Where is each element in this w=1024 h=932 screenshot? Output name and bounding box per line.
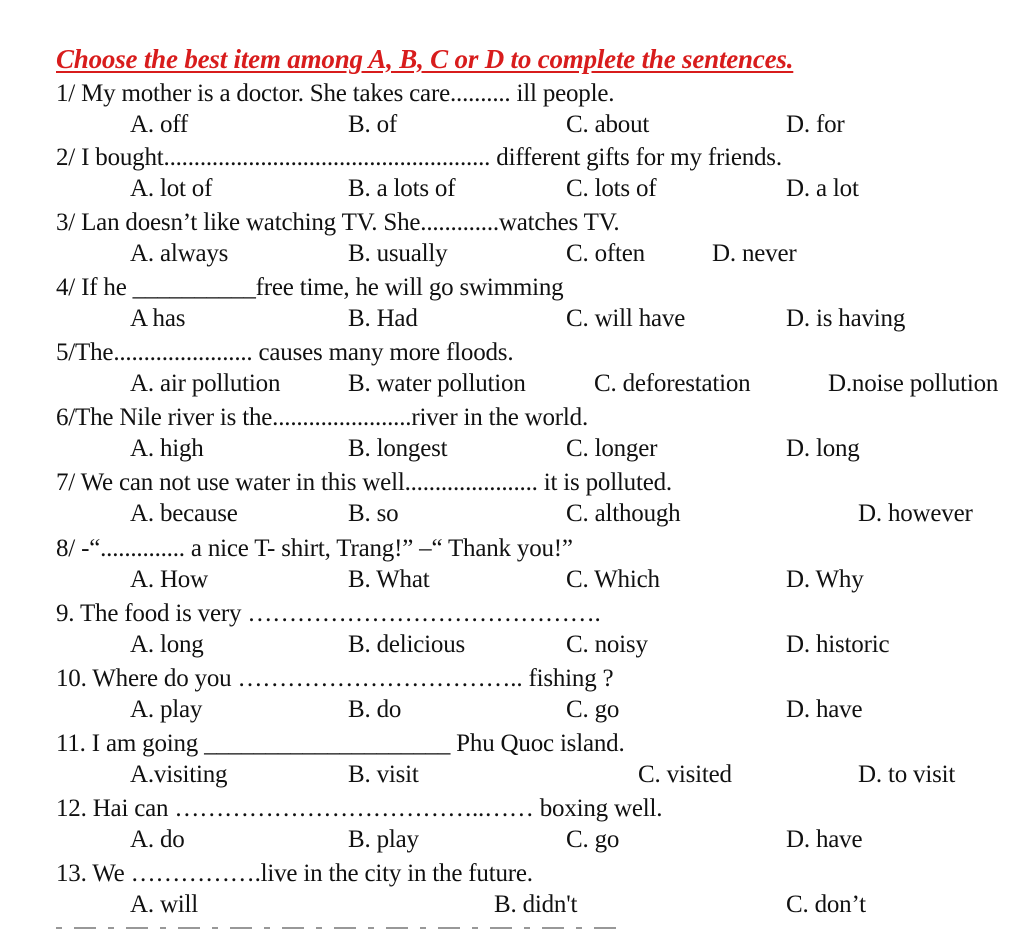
answer-option: C. don’t [786,891,866,918]
answer-option: D. long [786,435,860,462]
question-text: 8/ -“.............. a nice T- shirt, Trang!” –“ Thank you!” [56,535,573,562]
answer-option: D. historic [786,631,890,658]
answer-option: D. a lot [786,175,859,202]
answer-option: A. play [130,696,203,723]
question-text: 6/The Nile river is the.......................river in the world. [56,404,589,431]
answer-option: A. always [130,240,229,267]
question-text: 10. Where do you …………………………….. fishing ? [56,665,614,692]
answer-option: D. have [786,696,863,723]
answer-option: D. however [858,500,973,527]
answer-option: D.noise pollution [828,370,999,397]
answer-option: C. longer [566,435,658,462]
answer-option: B. of [348,111,398,138]
answer-option: A. do [130,826,185,853]
question-text: 5/The....................... causes many more floods. [56,339,514,366]
answer-option: D. Why [786,566,864,593]
answer-option: A. off [130,111,189,138]
answer-option: A. because [130,500,238,527]
answer-option: B. usually [348,240,448,267]
answer-option: C. about [566,111,650,138]
answer-option: A has [130,305,186,332]
page-title: Choose the best item among A, B, C or D to complete the sentences. [56,44,794,74]
cut-off-next-line [56,926,616,932]
answer-option: D. to visit [858,761,956,788]
answer-option: B. Had [348,305,418,332]
answer-option: C. noisy [566,631,648,658]
question-text: 2/ I bought...................................................... different gifts for my friends. [56,144,782,171]
answer-option: B. longest [348,435,448,462]
answer-option: B. a lots of [348,175,456,202]
answer-option: C. will have [566,305,686,332]
question-text: 13. We …………….live in the city in the future. [56,860,533,887]
answer-option: B. visit [348,761,419,788]
answer-option: B. What [348,566,430,593]
question-text: 11. I am going ____________________ Phu Quoc island. [56,730,625,757]
answer-option: A.visiting [130,761,228,788]
answer-option: D. have [786,826,863,853]
answer-option: C. deforestation [594,370,751,397]
answer-option: C. Which [566,566,660,593]
question-text: 1/ My mother is a doctor. She takes care.......... ill people. [56,80,615,107]
answer-option: C. visited [638,761,732,788]
answer-option: D. for [786,111,845,138]
answer-option: B. play [348,826,419,853]
answer-option: C. go [566,696,620,723]
answer-option: A. lot of [130,175,213,202]
answer-option: B. do [348,696,402,723]
question-text: 3/ Lan doesn’t like watching TV. She.............watches TV. [56,209,620,236]
answer-option: A. high [130,435,204,462]
answer-option: B. delicious [348,631,466,658]
question-text: 9. The food is very ……………………………………. [56,600,601,627]
question-text: 7/ We can not use water in this well...................... it is polluted. [56,469,672,496]
answer-option: D. is having [786,305,906,332]
answer-option: B. so [348,500,399,527]
question-text: 4/ If he __________free time, he will go swimming [56,274,564,301]
answer-option: A. long [130,631,204,658]
answer-option: D. never [712,240,797,267]
answer-option: C. go [566,826,620,853]
answer-option: C. often [566,240,645,267]
answer-option: A. How [130,566,208,593]
answer-option: A. will [130,891,199,918]
answer-option: C. lots of [566,175,657,202]
answer-option: B. didn't [494,891,578,918]
answer-option: C. although [566,500,681,527]
answer-option: B. water pollution [348,370,526,397]
answer-option: A. air pollution [130,370,281,397]
question-text: 12. Hai can ………………………………..…… boxing well. [56,795,663,822]
